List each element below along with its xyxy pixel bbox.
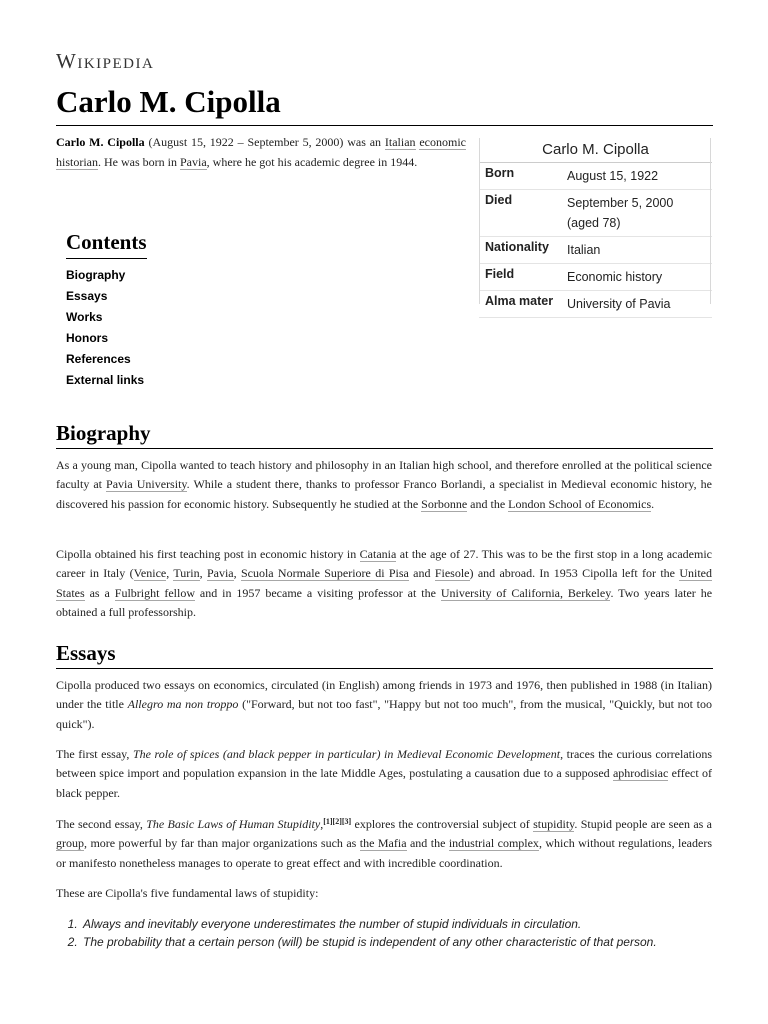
infobox-label: Died — [485, 193, 513, 207]
text: as a — [84, 585, 115, 600]
law-item: 2. The probability that a certain person (will) be stupid is independent of any other characteristic of that person. — [81, 933, 721, 951]
law-item: 1. Always and inevitably everyone underestimates the number of stupid individuals in circulation. — [81, 915, 721, 933]
text: , which without regulations, leaders or manifesto nonetheless manages to operate to great effect and with incredible coordination. — [56, 836, 712, 870]
italic-title: Allegro ma non troppo — [127, 697, 239, 712]
text: . — [651, 496, 655, 511]
infobox-value: September 5, 2000 (aged 78) — [567, 196, 674, 230]
lead-text: , where he got his academic degree in 1944. — [206, 155, 418, 169]
toc-item-works[interactable]: Works — [66, 310, 103, 324]
lead-text: . He was born in — [98, 155, 180, 169]
infobox-label: Alma mater — [485, 294, 554, 308]
text: Cipolla produced two essays on economics, circulated (in English) among friends in 1973 and 1976, then published in 1988 (in Italian) under the title — [56, 678, 712, 712]
wikipedia-wordmark[interactable]: Wikipedia — [56, 49, 155, 73]
link-venice[interactable]: Venice — [133, 566, 167, 581]
infobox — [479, 138, 712, 318]
biography-paragraph-1 — [56, 456, 712, 514]
link-pavia[interactable]: Pavia — [179, 155, 207, 169]
toc-item-essays[interactable]: Essays — [66, 289, 108, 303]
subject-name: Carlo M. Cipolla — [56, 135, 145, 149]
text: , traces the curious correlations between spice import and population expansion in the late Middle Ages, postulating a causation due to a supposed — [56, 747, 712, 781]
title-divider — [56, 125, 713, 126]
text: The second essay, — [56, 817, 147, 831]
infobox-value: August 15, 1922 — [567, 169, 659, 183]
table-of-contents — [66, 230, 147, 391]
text: , — [199, 566, 207, 581]
link-london-school-of-economics[interactable]: London School of Economics — [508, 496, 652, 511]
link-the-mafia[interactable]: the Mafia — [359, 836, 407, 851]
toc-item-honors[interactable]: Honors — [66, 331, 108, 345]
infobox-label: Nationality — [485, 240, 549, 254]
infobox-row-field — [479, 264, 712, 291]
link-italian[interactable]: Italian — [384, 135, 416, 149]
text: The first essay, — [56, 747, 133, 761]
text: As a young man, Cipolla wanted to teach history and philosophy in an Italian high school, and therefore enrolled at the political science faculty at — [56, 458, 712, 492]
text: , — [320, 817, 324, 831]
infobox-value: University of Pavia — [567, 297, 671, 311]
infobox-row-alma-mater — [479, 291, 712, 318]
infobox-row-born — [479, 163, 712, 190]
text: and the — [406, 836, 449, 851]
link-pavia[interactable]: Pavia — [206, 566, 234, 581]
text: . Two years later he obtained a full professorship. — [56, 585, 713, 619]
text: and — [408, 566, 435, 581]
italic-title: The Basic Laws of Human Stupidity — [146, 817, 321, 831]
essays-paragraph-2 — [56, 745, 712, 803]
infobox-label: Born — [485, 166, 515, 180]
biography-paragraph-2 — [56, 545, 712, 622]
section-divider — [56, 448, 713, 449]
toc-list — [66, 265, 147, 391]
toc-title: Contents — [66, 230, 147, 259]
text: ("Forward, but not too fast", "Happy but not too much", from the musical, "Quickly, but not too quick"). — [56, 697, 712, 731]
link-catania[interactable]: Catania — [359, 547, 397, 561]
essays-paragraph-4: These are Cipolla's five fundamental laws of stupidity: — [56, 886, 319, 900]
section-heading-essays: Essays — [56, 641, 116, 665]
lead-text: (August 15, 1922 – September 5, 2000) was an — [144, 135, 385, 149]
laws-list — [64, 915, 721, 951]
section-heading-biography: Biography — [56, 421, 151, 445]
text: effect of black pepper. — [56, 766, 712, 800]
essays-paragraph-3 — [56, 815, 712, 873]
text: , more powerful by far than major organizations such as — [84, 836, 360, 851]
link-scuola-normale[interactable]: Scuola Normale Superiore di Pisa — [240, 566, 409, 581]
text: explores the controversial subject of — [351, 817, 534, 831]
text: and the — [467, 496, 509, 511]
text: Cipolla obtained his first teaching post in economic history in — [56, 547, 360, 561]
essays-paragraph-1 — [56, 676, 712, 734]
link-economic-historian[interactable]: economic historian — [56, 135, 467, 169]
toc-item-biography[interactable]: Biography — [66, 268, 126, 282]
toc-item-external-links[interactable]: External links — [66, 373, 145, 387]
link-fiesole[interactable]: Fiesole — [434, 566, 470, 581]
link-aphrodisiac[interactable]: aphrodisiac — [612, 766, 669, 781]
text: , — [233, 566, 241, 581]
link-pavia-university[interactable]: Pavia University — [106, 477, 187, 492]
infobox-row-died — [479, 190, 712, 237]
text: at the age of 27. This was to be the first stop in a long academic career in Italy ( — [56, 547, 712, 581]
page-title: Carlo M. Cipolla — [56, 84, 281, 119]
infobox-label: Field — [485, 267, 515, 281]
lead-paragraph — [56, 132, 466, 172]
link-united-states[interactable]: United States — [56, 566, 712, 600]
link-fulbright-fellow[interactable]: Fulbright fellow — [114, 585, 196, 600]
infobox-value: Economic history — [567, 270, 663, 284]
infobox-title: Carlo M. Cipolla — [479, 138, 712, 163]
link-industrial-complex[interactable]: industrial complex — [448, 836, 539, 851]
text: . While a student there, thanks to professor Franco Borlandi, a specialist in Medieval economic history, he discovered his passion for economic history. Subsequently he studied at the — [56, 477, 712, 511]
text: . Stupid people are seen as a — [574, 817, 712, 831]
italic-title: The role of spices (and black pepper in particular) in Medieval Economic Development — [132, 747, 561, 761]
toc-item-references[interactable]: References — [66, 352, 131, 366]
link-stupidity[interactable]: stupidity — [533, 817, 575, 831]
infobox-row-nationality — [479, 237, 712, 264]
text: and in 1957 became a visiting professor at the — [195, 585, 441, 600]
link-sorbonne[interactable]: Sorbonne — [421, 496, 468, 511]
section-divider — [56, 668, 713, 669]
link-uc-berkeley[interactable]: University of California, Berkeley — [440, 585, 611, 600]
text: , — [166, 566, 174, 581]
link-group[interactable]: group — [56, 836, 84, 851]
link-turin[interactable]: Turin — [173, 566, 200, 581]
text: ) and abroad. In 1953 Cipolla left for the — [469, 566, 680, 581]
reference-links[interactable]: [1][2][3] — [323, 817, 352, 826]
infobox-value: Italian — [567, 243, 601, 257]
